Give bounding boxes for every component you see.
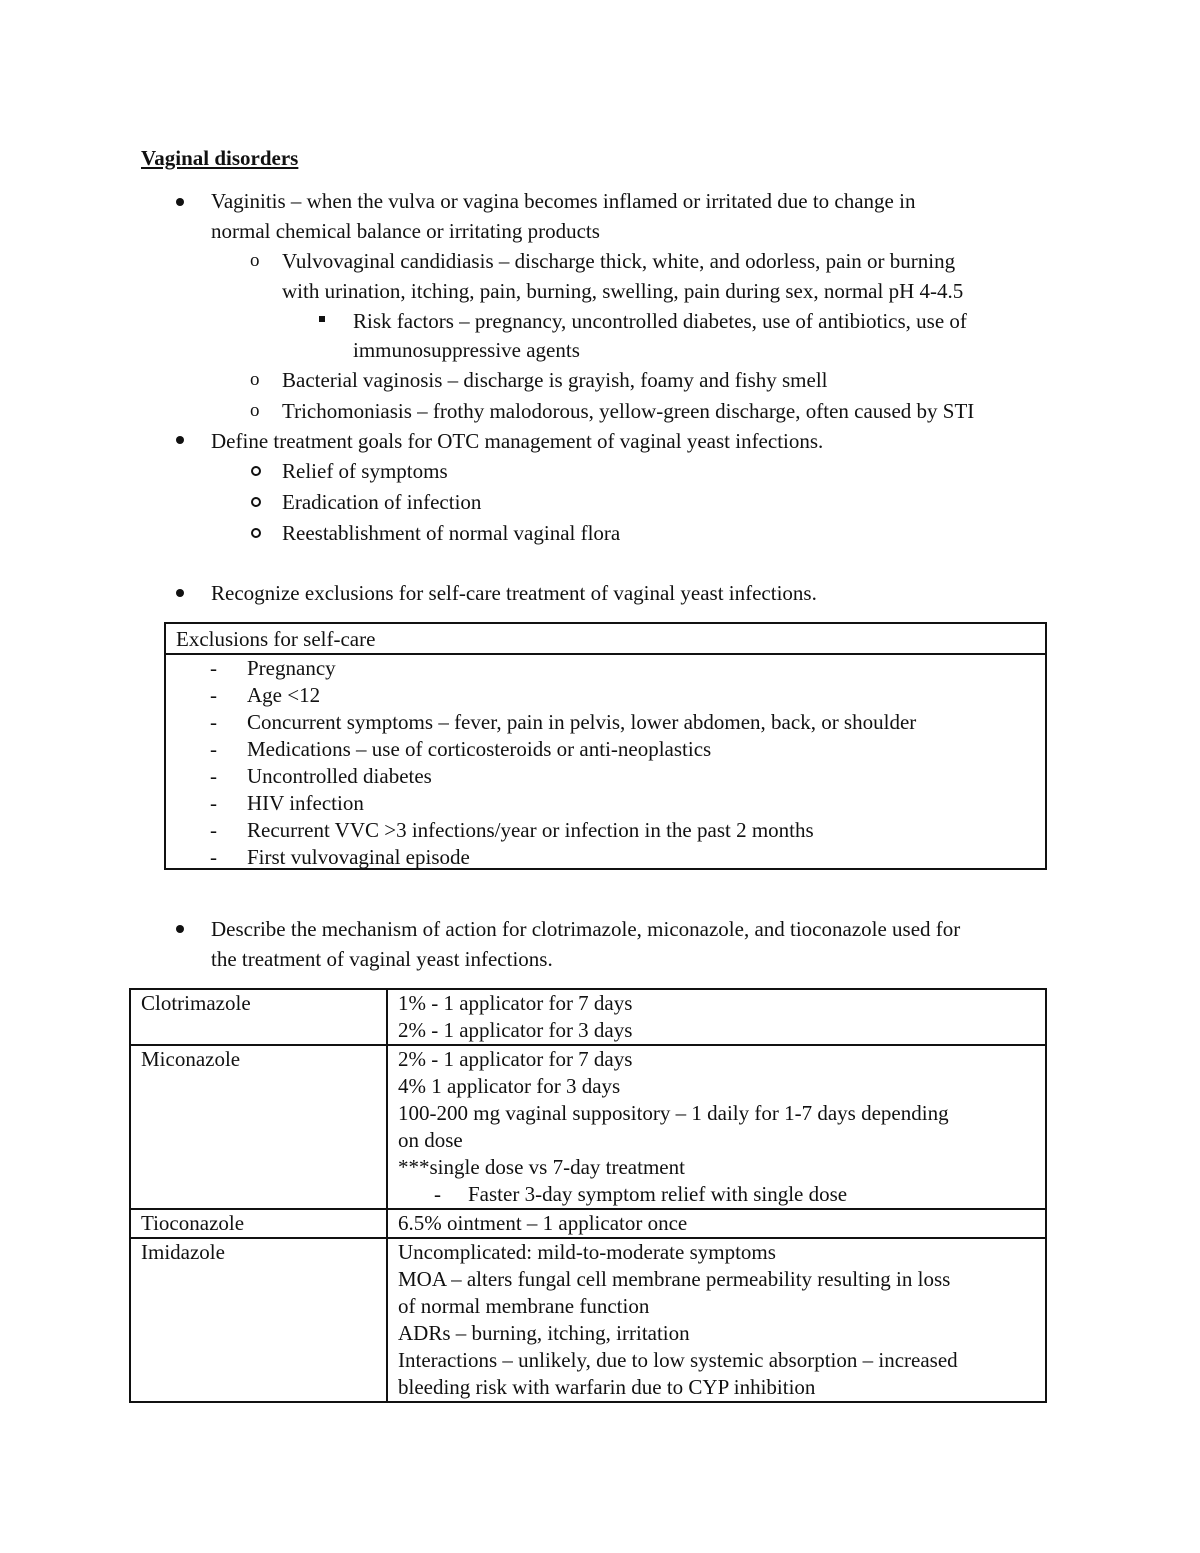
- exclusion-item: - Uncontrolled diabetes: [210, 764, 432, 788]
- exclusions-header: Exclusions for self-care: [166, 624, 1045, 655]
- sub-bullet-text: Bacterial vaginosis – discharge is grayish, foamy and fishy smell: [282, 368, 828, 392]
- drug-name: Miconazole: [130, 1045, 387, 1209]
- drug-table: [129, 988, 1047, 1403]
- bullet-text: Vaginitis – when the vulva or vagina becomes inflamed or irritated due to change in: [211, 189, 916, 213]
- page-title: Vaginal disorders: [141, 146, 299, 170]
- bullet-text: Describe the mechanism of action for clotrimazole, miconazole, and tioconazole used for: [211, 917, 961, 941]
- table-row: [130, 989, 1046, 1045]
- drug-details: Uncomplicated: mild-to-moderate symptoms MOA – alters fungal cell membrane permeability resulting in loss of normal membrane function ADRs – burning, itching, irritation Interactions – unlikely, due to low systemic absorption – increased bleeding risk with warfarin due to CYP inhibition: [387, 1238, 1046, 1402]
- goal-item: Eradication of infection: [282, 490, 482, 514]
- bullet-text: the treatment of vaginal yeast infections.: [211, 947, 553, 971]
- sub-sub-bullet-text: immunosuppressive agents: [353, 338, 580, 362]
- drug-details: 6.5% ointment – 1 applicator once: [387, 1209, 1046, 1238]
- goal-item: Reestablishment of normal vaginal flora: [282, 521, 621, 545]
- table-row: [130, 1209, 1046, 1238]
- table-row: [130, 1238, 1046, 1402]
- square-bullet-icon: [319, 316, 325, 322]
- bullet-dot-icon: [176, 925, 184, 933]
- sub-bullet-marker: o: [250, 369, 260, 390]
- sub-bullet-marker: o: [250, 250, 260, 271]
- exclusion-item: - Pregnancy: [210, 656, 336, 680]
- ring-bullet-icon: [251, 466, 261, 476]
- ring-bullet-icon: [251, 528, 261, 538]
- exclusion-item: - Medications – use of corticosteroids or anti-neoplastics: [210, 737, 712, 761]
- goal-item: Relief of symptoms: [282, 459, 448, 483]
- ring-bullet-icon: [251, 497, 261, 507]
- exclusion-item: - Age <12: [210, 683, 321, 707]
- exclusions-table: [164, 622, 1047, 870]
- bullet-text: Recognize exclusions for self-care treatment of vaginal yeast infections.: [211, 581, 817, 605]
- exclusion-item: - HIV infection: [210, 791, 364, 815]
- sub-bullet-text: Vulvovaginal candidiasis – discharge thick, white, and odorless, pain or burning: [282, 249, 956, 273]
- exclusion-item: - First vulvovaginal episode: [210, 845, 470, 869]
- drug-details: 1% - 1 applicator for 7 days 2% - 1 applicator for 3 days: [387, 989, 1046, 1045]
- exclusion-item: - Concurrent symptoms – fever, pain in pelvis, lower abdomen, back, or shoulder: [210, 710, 917, 734]
- table-row: [130, 1045, 1046, 1209]
- drug-details: 2% - 1 applicator for 7 days 4% 1 applicator for 3 days 100-200 mg vaginal suppository – 1 daily for 1-7 days depending on dose ***single dose vs 7-day treatment - Faster 3-day symptom relief with single dose: [387, 1045, 1046, 1209]
- sub-sub-bullet-text: Risk factors – pregnancy, uncontrolled diabetes, use of antibiotics, use of: [353, 309, 967, 333]
- drug-name: Clotrimazole: [130, 989, 387, 1045]
- sub-bullet-text: Trichomoniasis – frothy malodorous, yellow-green discharge, often caused by STI: [282, 399, 975, 423]
- bullet-text: normal chemical balance or irritating products: [211, 219, 600, 243]
- sub-bullet-text: with urination, itching, pain, burning, swelling, pain during sex, normal pH 4-4.5: [282, 279, 964, 303]
- drug-name: Tioconazole: [130, 1209, 387, 1238]
- bullet-dot-icon: [176, 436, 184, 444]
- bullet-dot-icon: [176, 198, 184, 206]
- exclusion-item: - Recurrent VVC >3 infections/year or infection in the past 2 months: [210, 818, 814, 842]
- bullet-dot-icon: [176, 589, 184, 597]
- sub-bullet-marker: o: [250, 400, 260, 421]
- bullet-text: Define treatment goals for OTC management of vaginal yeast infections.: [211, 429, 824, 453]
- drug-name: Imidazole: [130, 1238, 387, 1402]
